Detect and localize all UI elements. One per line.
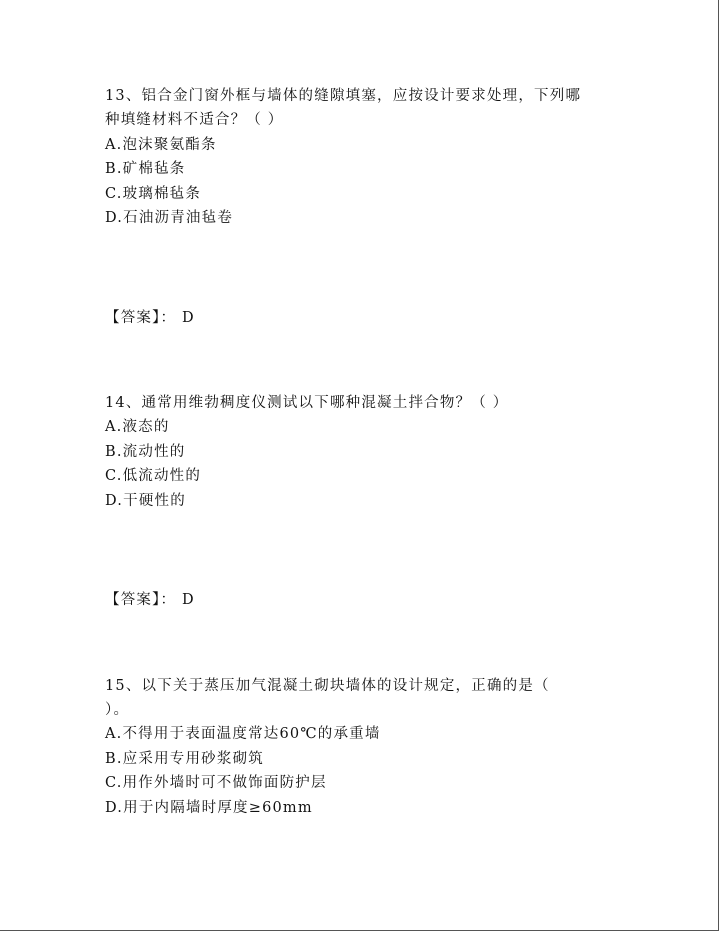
question-13-option-d: D.石油沥青油毡卷	[105, 210, 234, 226]
question-15-stem-line-2: ）。	[105, 702, 130, 718]
question-14-option-a: A.液态的	[105, 419, 170, 435]
question-13-option-b: B.矿棉毡条	[105, 161, 186, 177]
question-14-option-c: C.低流动性的	[105, 468, 202, 484]
question-13-stem-line-2: 种填缝材料不适合？（ ）	[105, 112, 284, 128]
question-13-stem-line-1: 13、铝合金门窗外框与墙体的缝隙填塞，应按设计要求处理，下列哪	[105, 88, 582, 104]
question-14-option-b: B.流动性的	[105, 444, 186, 460]
question-14-stem-line-1: 14、通常用维勃稠度仪测试以下哪种混凝土拌合物？（ ）	[105, 395, 509, 411]
question-15-option-d: D.用于内隔墙时厚度≥60mm	[105, 800, 313, 816]
question-15-option-a: A.不得用于表面温度常达60℃的承重墙	[105, 726, 381, 742]
question-13-option-a: A.泡沫聚氨酯条	[105, 137, 217, 153]
question-13-option-c: C.玻璃棉毡条	[105, 186, 202, 202]
question-13-answer: 【答案】： D	[105, 310, 195, 326]
question-15-option-b: B.应采用专用砂浆砌筑	[105, 751, 264, 767]
question-15-option-c: C.用作外墙时可不做饰面防护层	[105, 775, 327, 791]
question-15-stem-line-1: 15、以下关于蒸压加气混凝土砌块墙体的设计规定，正确的是（	[105, 678, 550, 694]
question-14-answer: 【答案】： D	[105, 592, 195, 608]
question-14-option-d: D.干硬性的	[105, 493, 186, 509]
